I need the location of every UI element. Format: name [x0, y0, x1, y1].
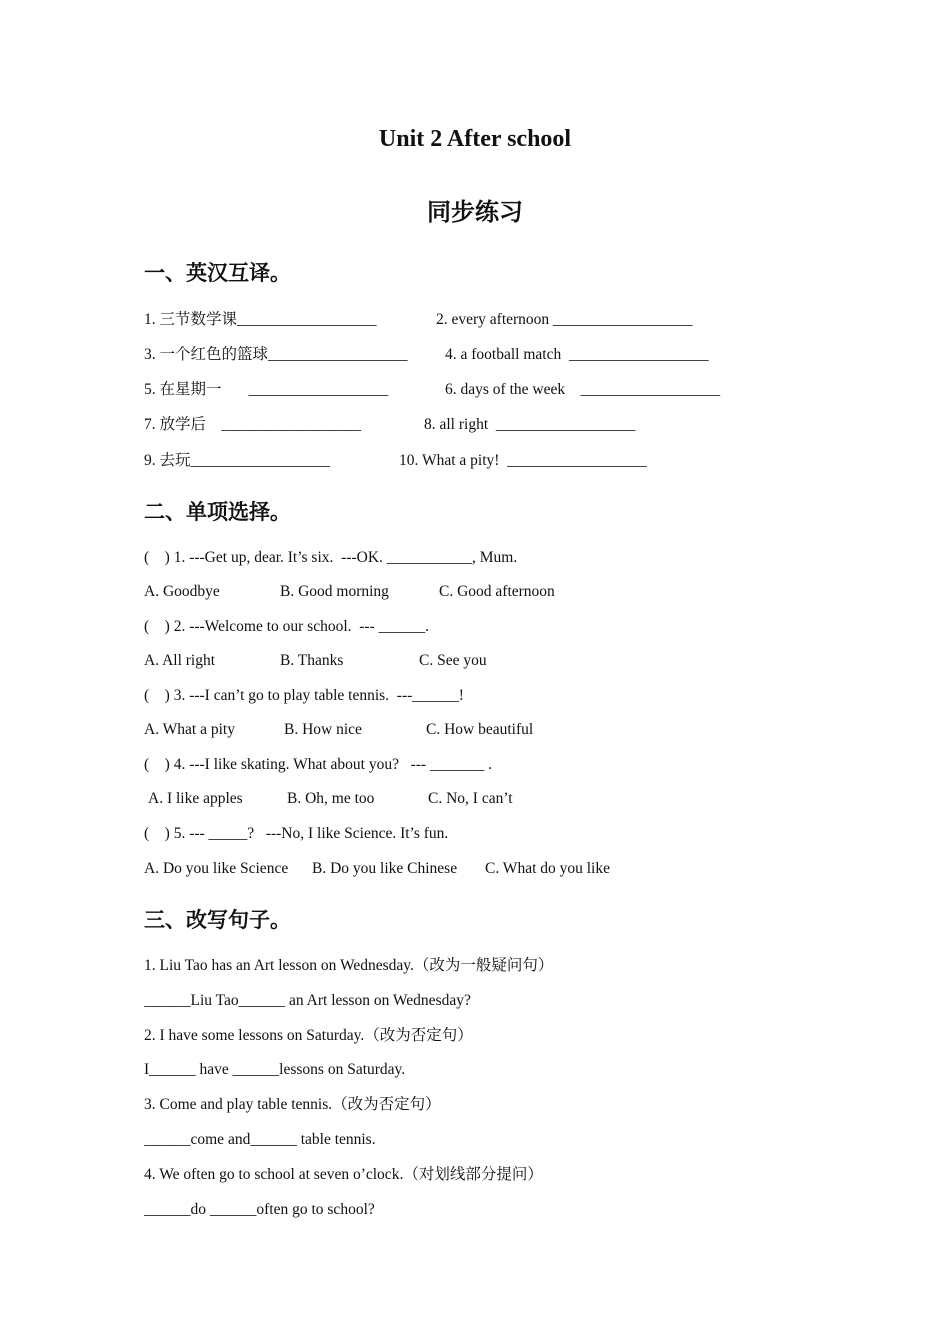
section-heading-rewrite: 三、改写句子。 — [144, 908, 291, 932]
translation-item: 3. 一个红色的篮球__________________ — [144, 346, 408, 363]
option: C. See you — [419, 652, 487, 669]
translation-item: 7. 放学后 __________________ — [144, 416, 362, 433]
option: A. I like apples — [148, 790, 243, 807]
translation-item: 1. 三节数学课__________________ — [144, 311, 377, 328]
option: B. Do you like Chinese — [312, 860, 458, 877]
rewrite-answer-line: ______come and______ table tennis. — [144, 1131, 376, 1148]
option: B. Good morning — [280, 583, 389, 600]
section-heading-translation: 一、英汉互译。 — [144, 261, 291, 285]
rewrite-answer-line: ______Liu Tao______ an Art lesson on Wednesday? — [144, 992, 471, 1009]
document-title: Unit 2 After school — [378, 126, 572, 152]
option: A. What a pity — [144, 721, 235, 738]
rewrite-prompt: 1. Liu Tao has an Art lesson on Wednesday.（改为一般疑问句） — [144, 957, 554, 974]
translation-item: 8. all right __________________ — [424, 416, 636, 433]
option: A. Goodbye — [144, 583, 220, 600]
question-stem: ( ) 4. ---I like skating. What about you? --- _______ . — [144, 756, 492, 773]
translation-item: 10. What a pity! __________________ — [399, 452, 647, 469]
option: B. Thanks — [280, 652, 344, 669]
rewrite-answer-line: ______do ______often go to school? — [144, 1201, 375, 1218]
translation-item: 4. a football match __________________ — [445, 346, 709, 363]
translation-item: 5. 在星期一 __________________ — [144, 381, 389, 398]
rewrite-prompt: 2. I have some lessons on Saturday.（改为否定句） — [144, 1027, 473, 1044]
option: A. All right — [144, 652, 216, 669]
option: B. How nice — [284, 721, 362, 738]
question-stem: ( ) 3. ---I can’t go to play table tennis. ---______! — [144, 687, 464, 704]
option: A. Do you like Science — [144, 860, 289, 877]
option: C. Good afternoon — [439, 583, 555, 600]
rewrite-prompt: 3. Come and play table tennis.（改为否定句） — [144, 1096, 441, 1113]
question-stem: ( ) 1. ---Get up, dear. It’s six. ---OK. ___________, Mum. — [144, 549, 518, 566]
option: C. No, I can’t — [428, 790, 513, 807]
option: B. Oh, me too — [287, 790, 375, 807]
translation-item: 2. every afternoon __________________ — [436, 311, 693, 328]
document-subtitle: 同步练习 — [427, 200, 523, 226]
rewrite-prompt: 4. We often go to school at seven o’clock.（对划线部分提问） — [144, 1166, 543, 1183]
option: C. What do you like — [485, 860, 610, 877]
rewrite-answer-line: I______ have ______lessons on Saturday. — [144, 1061, 406, 1078]
translation-item: 6. days of the week __________________ — [445, 381, 721, 398]
question-stem: ( ) 5. --- _____? ---No, I like Science. It’s fun. — [144, 825, 449, 842]
option: C. How beautiful — [426, 721, 534, 738]
translation-item: 9. 去玩__________________ — [144, 452, 331, 469]
question-stem: ( ) 2. ---Welcome to our school. --- ______. — [144, 618, 429, 635]
section-heading-multiple-choice: 二、单项选择。 — [144, 500, 291, 524]
